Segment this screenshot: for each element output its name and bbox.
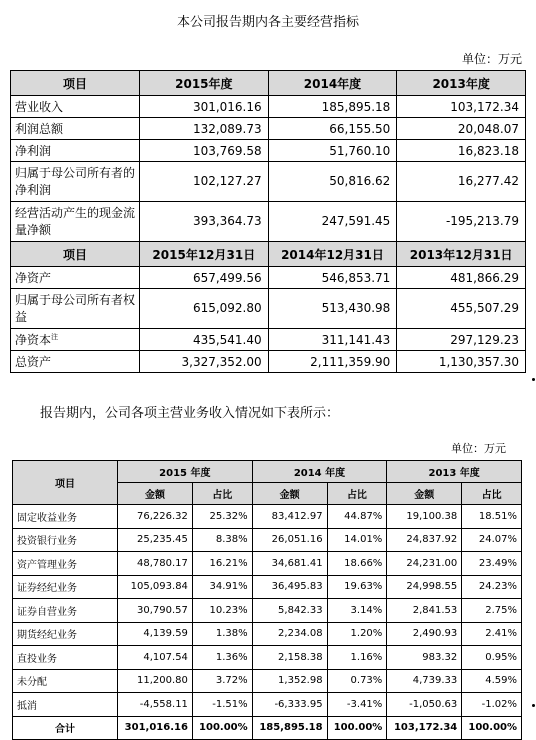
table-row	[11, 351, 526, 373]
table-cell: 615,092.80	[140, 289, 269, 329]
ratio-cell: 14.01%	[327, 528, 387, 552]
ratio-cell: 100.00%	[192, 716, 252, 740]
amount-cell: 4,107.54	[118, 646, 193, 670]
table-row	[13, 505, 522, 529]
amount-cell: 48,780.17	[118, 552, 193, 576]
row-label: 证券自营业务	[13, 599, 118, 623]
margin-dot	[532, 704, 535, 707]
row-label: 经营活动产生的现金流量净额	[11, 202, 140, 242]
amount-cell: 103,172.34	[387, 716, 462, 740]
table-cell: 393,364.73	[140, 202, 269, 242]
table-cell: 3,327,352.00	[140, 351, 269, 373]
ratio-cell: 0.73%	[327, 669, 387, 693]
table-cell: 103,172.34	[397, 96, 526, 118]
ratio-cell: -1.02%	[462, 693, 522, 717]
row-label	[11, 329, 140, 351]
amount-cell: -1,050.63	[387, 693, 462, 717]
table-row	[13, 599, 522, 623]
ratio-cell: 100.00%	[462, 716, 522, 740]
amount-cell: 19,100.38	[387, 505, 462, 529]
amount-cell: 4,739.33	[387, 669, 462, 693]
table-row	[11, 267, 526, 289]
table-cell: 102,127.27	[140, 162, 269, 202]
amount-cell: 105,093.84	[118, 575, 193, 599]
table-cell: 297,129.23	[397, 329, 526, 351]
table-cell: 132,089.73	[140, 118, 269, 140]
ratio-cell: 18.51%	[462, 505, 522, 529]
ratio-cell: 0.95%	[462, 646, 522, 670]
table-cell: 20,048.07	[397, 118, 526, 140]
header-cell: 金额	[387, 483, 462, 505]
row-label: 归属于母公司所有者权益	[11, 289, 140, 329]
table-row	[13, 622, 522, 646]
ratio-cell: 16.21%	[192, 552, 252, 576]
table-row	[11, 289, 526, 329]
header-cell: 占比	[327, 483, 387, 505]
table-cell: 435,541.40	[140, 329, 269, 351]
row-label: 证券经纪业务	[13, 575, 118, 599]
table-row	[13, 552, 522, 576]
section1-unit: 单位：万元	[461, 52, 522, 66]
amount-cell: 24,837.92	[387, 528, 462, 552]
amount-cell: 5,842.33	[252, 599, 327, 623]
header-cell: 2013 年度	[387, 461, 522, 483]
header-cell: 2015年度	[140, 71, 269, 96]
amount-cell: 24,998.55	[387, 575, 462, 599]
amount-cell: 983.32	[387, 646, 462, 670]
header-cell: 占比	[462, 483, 522, 505]
table-row	[11, 118, 526, 140]
amount-cell: 34,681.41	[252, 552, 327, 576]
key-indicators-table	[10, 70, 526, 373]
table-header-row	[11, 242, 526, 267]
section1-title: 本公司报告期内各主要经营指标	[176, 15, 359, 30]
section2-intro: 报告期内，公司各项主营业务收入情况如下表所示：	[40, 406, 340, 421]
table-cell: 16,823.18	[397, 140, 526, 162]
amount-cell: 1,352.98	[252, 669, 327, 693]
amount-cell: 30,790.57	[118, 599, 193, 623]
header-cell: 2014年度	[268, 71, 397, 96]
amount-cell: -6,333.95	[252, 693, 327, 717]
margin-dot	[532, 378, 535, 381]
ratio-cell: 3.72%	[192, 669, 252, 693]
ratio-cell: 2.75%	[462, 599, 522, 623]
table-cell: 1,130,357.30	[397, 351, 526, 373]
amount-cell: 2,234.08	[252, 622, 327, 646]
amount-cell: 76,226.32	[118, 505, 193, 529]
amount-cell: 2,158.38	[252, 646, 327, 670]
amount-cell: 36,495.83	[252, 575, 327, 599]
header-cell: 金额	[252, 483, 327, 505]
row-label: 资产管理业务	[13, 552, 118, 576]
table-row	[11, 329, 526, 351]
table-row	[11, 96, 526, 118]
ratio-cell: 25.32%	[192, 505, 252, 529]
amount-cell: 24,231.00	[387, 552, 462, 576]
row-label: 净利润	[11, 140, 140, 162]
row-label: 合计	[13, 716, 118, 740]
ratio-cell: 10.23%	[192, 599, 252, 623]
table-cell: 50,816.62	[268, 162, 397, 202]
table-cell: 185,895.18	[268, 96, 397, 118]
total-row	[13, 716, 522, 740]
ratio-cell: 18.66%	[327, 552, 387, 576]
ratio-cell: -1.51%	[192, 693, 252, 717]
section2-unit: 单位：万元	[451, 442, 506, 455]
header-cell: 2015 年度	[118, 461, 253, 483]
row-label: 投资银行业务	[13, 528, 118, 552]
ratio-cell: 24.07%	[462, 528, 522, 552]
ratio-cell: 1.20%	[327, 622, 387, 646]
ratio-cell: 34.91%	[192, 575, 252, 599]
table-cell: 513,430.98	[268, 289, 397, 329]
ratio-cell: 3.14%	[327, 599, 387, 623]
amount-cell: -4,558.11	[118, 693, 193, 717]
amount-cell: 25,235.45	[118, 528, 193, 552]
row-label: 利润总额	[11, 118, 140, 140]
table-cell: -195,213.79	[397, 202, 526, 242]
table-row	[11, 162, 526, 202]
table-row	[13, 669, 522, 693]
header-cell: 占比	[192, 483, 252, 505]
ratio-cell: 2.41%	[462, 622, 522, 646]
table-cell: 103,769.58	[140, 140, 269, 162]
header-cell: 项目	[13, 461, 118, 505]
footnote-mark: 注	[51, 333, 59, 341]
amount-cell: 83,412.97	[252, 505, 327, 529]
table-cell: 2,111,359.90	[268, 351, 397, 373]
header-cell: 2013年度	[397, 71, 526, 96]
table-row	[13, 528, 522, 552]
row-label: 总资产	[11, 351, 140, 373]
row-label: 归属于母公司所有者的净利润	[11, 162, 140, 202]
table-row	[13, 693, 522, 717]
amount-cell: 4,139.59	[118, 622, 193, 646]
table-row	[13, 575, 522, 599]
row-label: 抵消	[13, 693, 118, 717]
header-cell: 金额	[118, 483, 193, 505]
ratio-cell: 4.59%	[462, 669, 522, 693]
table-row	[11, 140, 526, 162]
table-row	[13, 646, 522, 670]
table-cell: 301,016.16	[140, 96, 269, 118]
row-label-text: 净资本	[15, 333, 52, 347]
amount-cell: 2,490.93	[387, 622, 462, 646]
row-label: 直投业务	[13, 646, 118, 670]
row-label: 未分配	[13, 669, 118, 693]
table-cell: 51,760.10	[268, 140, 397, 162]
table-cell: 546,853.71	[268, 267, 397, 289]
row-label: 固定收益业务	[13, 505, 118, 529]
ratio-cell: -3.41%	[327, 693, 387, 717]
header-cell: 2014年12月31日	[268, 242, 397, 267]
row-label: 期货经纪业务	[13, 622, 118, 646]
business-revenue-table	[12, 460, 522, 740]
amount-cell: 301,016.16	[118, 716, 193, 740]
table-row	[11, 202, 526, 242]
table-cell: 16,277.42	[397, 162, 526, 202]
ratio-cell: 24.23%	[462, 575, 522, 599]
table-cell: 311,141.43	[268, 329, 397, 351]
header-cell: 2015年12月31日	[140, 242, 269, 267]
ratio-cell: 19.63%	[327, 575, 387, 599]
ratio-cell: 1.16%	[327, 646, 387, 670]
amount-cell: 185,895.18	[252, 716, 327, 740]
table-cell: 66,155.50	[268, 118, 397, 140]
row-label: 营业收入	[11, 96, 140, 118]
ratio-cell: 1.38%	[192, 622, 252, 646]
row-label: 净资产	[11, 267, 140, 289]
table-cell: 481,866.29	[397, 267, 526, 289]
table-header-row	[11, 71, 526, 96]
ratio-cell: 23.49%	[462, 552, 522, 576]
header-cell: 2014 年度	[252, 461, 387, 483]
ratio-cell: 1.36%	[192, 646, 252, 670]
header-cell: 项目	[11, 242, 140, 267]
amount-cell: 11,200.80	[118, 669, 193, 693]
table-header-row	[13, 461, 522, 483]
table-cell: 455,507.29	[397, 289, 526, 329]
table-cell: 247,591.45	[268, 202, 397, 242]
ratio-cell: 100.00%	[327, 716, 387, 740]
amount-cell: 2,841.53	[387, 599, 462, 623]
header-cell: 项目	[11, 71, 140, 96]
ratio-cell: 8.38%	[192, 528, 252, 552]
ratio-cell: 44.87%	[327, 505, 387, 529]
header-cell: 2013年12月31日	[397, 242, 526, 267]
table-cell: 657,499.56	[140, 267, 269, 289]
amount-cell: 26,051.16	[252, 528, 327, 552]
